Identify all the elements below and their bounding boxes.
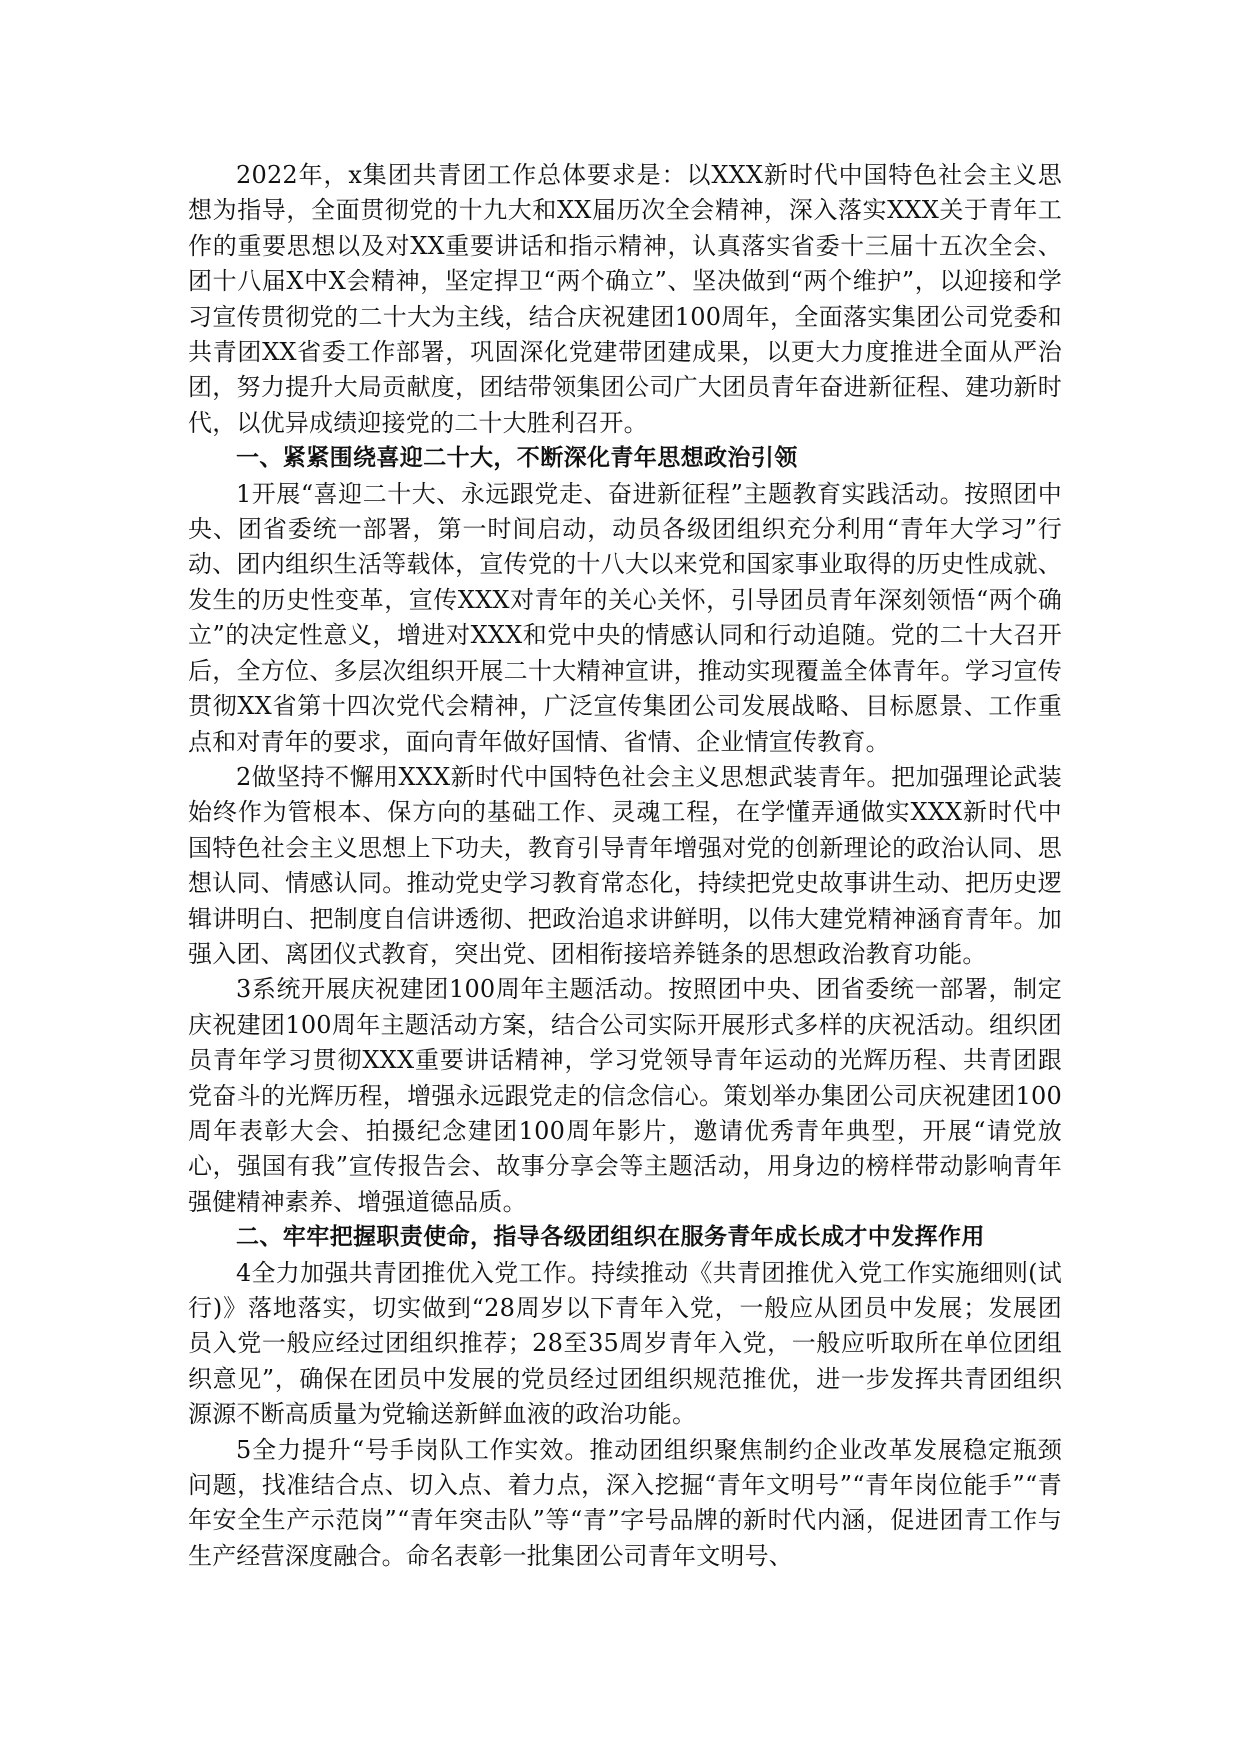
- item-5-paragraph: 5全力提升“号手岗队工作实效。推动团组织聚焦制约企业改革发展稳定瓶颈问题，找准结合点、切入点、着力点，深入挖掘“青年文明号”“青年岗位能手”“青年安全生产示范岗”“青年突击队”等“青”字号品牌的新时代内涵，促进团青工作与生产经营深度融合。命名表彰一批集团公司青年文明号、: [188, 1435, 1062, 1570]
- item-3-paragraph: 3系统开展庆祝建团100周年主题活动。按照团中央、团省委统一部署，制定庆祝建团100周年主题活动方案，结合公司实际开展形式多样的庆祝活动。组织团员青年学习贯彻XXX重要讲话精神，学习党领导青年运动的光辉历程、共青团跟党奋斗的光辉历程，增强永远跟党走的信念信心。策划举办集团公司庆祝建团100周年表彰大会、拍摄纪念建团100周年影片，邀请优秀青年典型，开展“请党放心，强国有我”宣传报告会、故事分享会等主题活动，用身边的榜样带动影响青年强健精神素养、增强道德品质。: [188, 975, 1062, 1216]
- item-2-paragraph: 2做坚持不懈用XXX新时代中国特色社会主义思想武装青年。把加强理论武装始终作为管根本、保方向的基础工作、灵魂工程，在学懂弄通做实XXX新时代中国特色社会主义思想上下功夫，教育引导青年增强对党的创新理论的政治认同、思想认同、情感认同。推动党史学习教育常态化，持续把党史故事讲生动、把历史逻辑讲明白、把制度自信讲透彻、把政治追求讲鲜明，以伟大建党精神涵育青年。加强入团、离团仪式教育，突出党、团相衔接培养链条的思想政治教育功能。: [188, 762, 1062, 968]
- item-4-paragraph: 4全力加强共青团推优入党工作。持续推动《共青团推优入党工作实施细则(试行)》落地落实，切实做到“28周岁以下青年入党，一般应从团员中发展；发展团员入党一般应经过团组织推荐；28至35周岁青年入党，一般应听取所在单位团组织意见”，确保在团员中发展的党员经过团组织规范推优，进一步发挥共青团组织源源不断高质量为党输送新鲜血液的政治功能。: [188, 1258, 1062, 1429]
- section-2-heading: 二、牢牢把握职责使命，指导各级团组织在服务青年成长成才中发挥作用: [236, 1224, 985, 1251]
- section-1-heading: 一、紧紧围绕喜迎二十大，不断深化青年思想政治引领: [236, 445, 798, 472]
- document-body: [188, 158, 1062, 1574]
- item-1-paragraph: 1开展“喜迎二十大、永远跟党走、奋进新征程”主题教育实践活动。按照团中央、团省委统一部署，第一时间启动，动员各级团组织充分利用“青年大学习”行动、团内组织生活等载体，宣传党的十八大以来党和国家事业取得的历史性成就、发生的历史性变革，宣传XXX对青年的关心关怀，引导团员青年深刻领悟“两个确立”的决定性意义，增进对XXX和党中央的情感认同和行动追随。党的二十大召开后，全方位、多层次组织开展二十大精神宣讲，推动实现覆盖全体青年。学习宣传贯彻XX省第十四次党代会精神，广泛宣传集团公司发展战略、目标愿景、工作重点和对青年的要求，面向青年做好国情、省情、企业情宣传教育。: [188, 479, 1062, 756]
- intro-paragraph: 2022年，x集团共青团工作总体要求是：以XXX新时代中国特色社会主义思想为指导，全面贯彻党的十九大和XX届历次全会精神，深入落实XXX关于青年工作的重要思想以及对XX重要讲话和指示精神，认真落实省委十三届十五次全会、团十八届X中X会精神，坚定捍卫“两个确立”、坚决做到“两个维护”，以迎接和学习宣传贯彻党的二十大为主线，结合庆祝建团100周年，全面落实集团公司党委和共青团XX省委工作部署，巩固深化党建带团建成果，以更大力度推进全面从严治团，努力提升大局贡献度，团结带领集团公司广大团员青年奋进新征程、建功新时代，以优异成绩迎接党的二十大胜利召开。: [188, 161, 1062, 437]
